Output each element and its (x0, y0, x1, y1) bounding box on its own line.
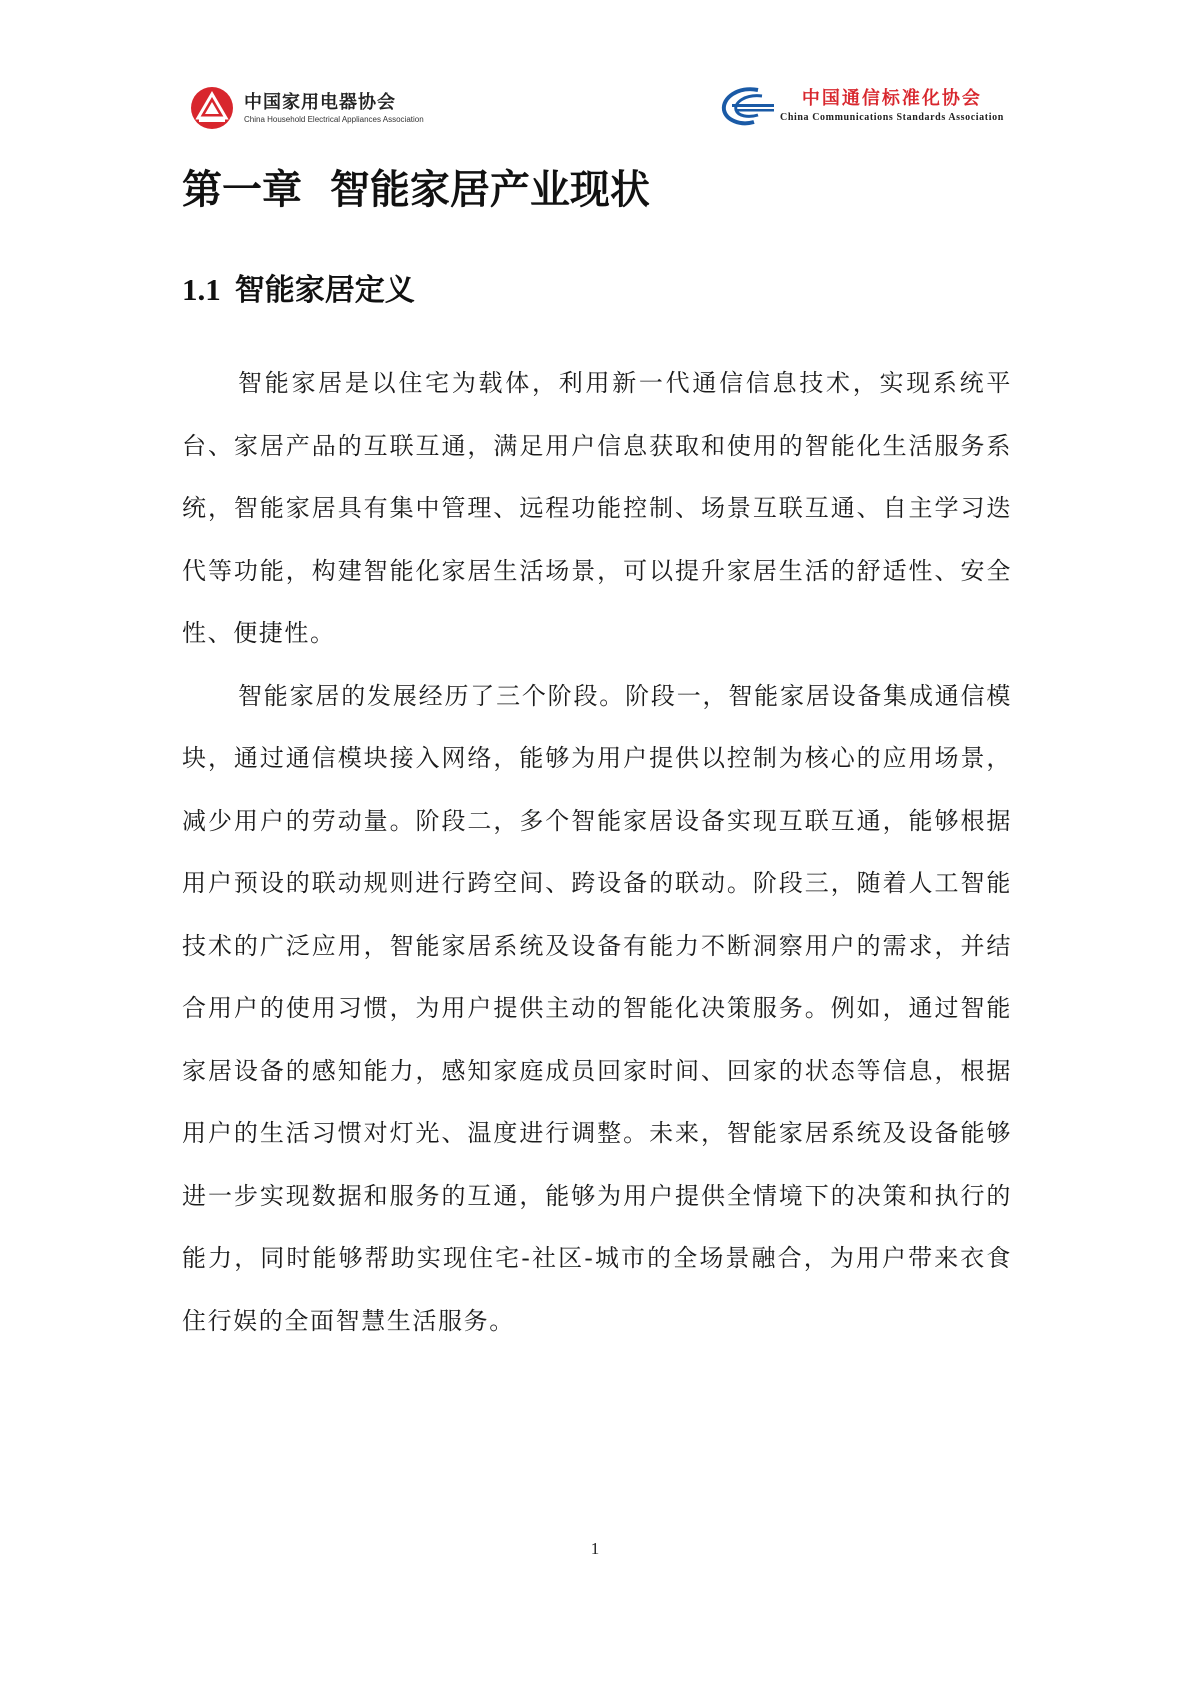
page-header (0, 0, 1190, 160)
body-text (182, 352, 1012, 1352)
ccsa-name-cn: 中国通信标准化协会 (801, 88, 982, 109)
cheaa-name-en: China Household Electrical Appliances Association (244, 114, 424, 124)
cheaa-emblem-icon (190, 86, 234, 130)
ccsa-logo (718, 84, 1004, 128)
chapter-title: 第一章 智能家居产业现状 (182, 167, 650, 213)
paragraph: 智能家居是以住宅为载体，利用新一代通信信息技术，实现系统平台、家居产品的互联互通，满足用户信息获取和使用的智能化生活服务系统，智能家居具有集中管理、远程功能控制、场景互联互通、自主学习迭代等功能，构建智能化家居生活场景，可以提升家居生活的舒适性、安全性、便捷性。 (182, 369, 1012, 647)
cheaa-name-cn: 中国家用电器协会 (244, 91, 396, 113)
ccsa-name-en: China Communications Standards Association (780, 112, 1004, 123)
section-number: 1.1 (182, 272, 221, 307)
section-heading (182, 268, 415, 313)
page-number: 1 (590, 1539, 600, 1558)
ccsa-emblem-icon (718, 84, 776, 128)
section-title: 智能家居定义 (234, 273, 415, 308)
paragraph: 智能家居的发展经历了三个阶段。阶段一，智能家居设备集成通信模块，通过通信模块接入网络，能够为用户提供以控制为核心的应用场景，减少用户的劳动量。阶段二，多个智能家居设备实现互联互通，能够根据用户预设的联动规则进行跨空间、跨设备的联动。阶段三，随着人工智能技术的广泛应用，智能家居系统及设备有能力不断洞察用户的需求，并结合用户的使用习惯，为用户提供主动的智能化决策服务。例如，通过智能家居设备的感知能力，感知家庭成员回家时间、回家的状态等信息，根据用户的生活习惯对灯光、温度进行调整。未来，智能家居系统及设备能够进一步实现数据和服务的互通，能够为用户提供全情境下的决策和执行的能力，同时能够帮助实现住宅-社区-城市的全场景融合，为用户带来衣食住行娱的全面智慧生活服务。 (182, 681, 1012, 1335)
cheaa-logo (190, 86, 424, 130)
